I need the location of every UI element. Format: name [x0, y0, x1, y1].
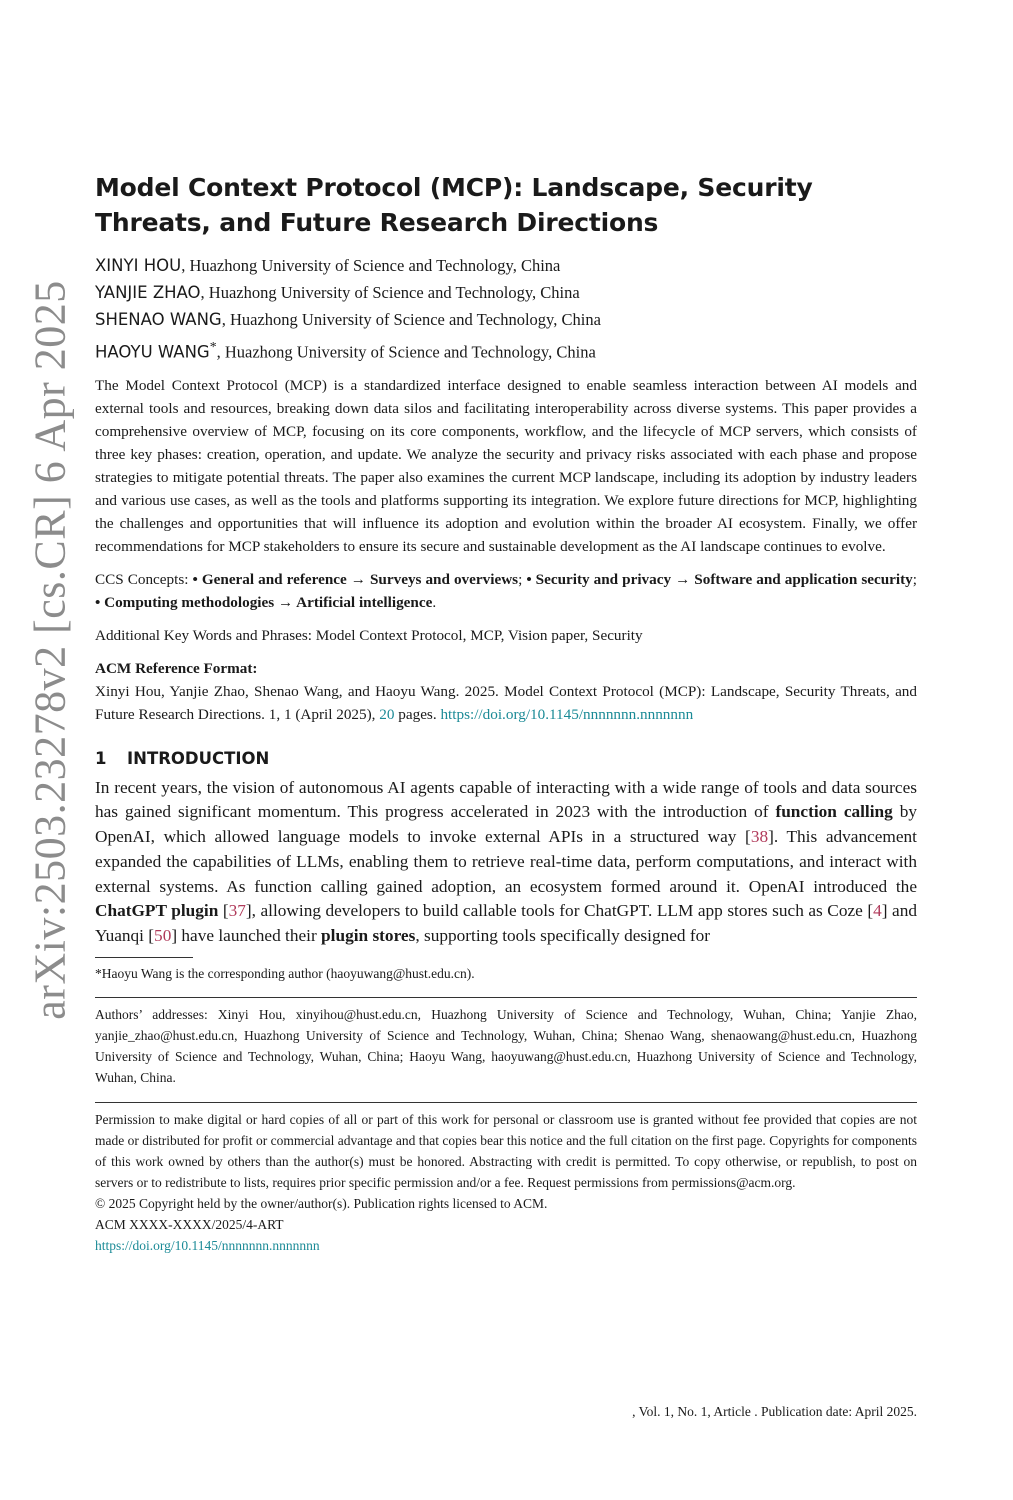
copyright: © 2025 Copyright held by the owner/author(s). Publication rights licensed to ACM.: [95, 1196, 548, 1212]
abstract: The Model Context Protocol (MCP) is a standardized interface designed to enable seamless interaction between AI models and external tools and resources, breaking down data silos and facilitating interoperability across diverse systems. This paper provides a comprehensive overview of MCP, focusing on its core components, workflow, and the lifecycle of MCP servers, which consists of three key phases: creation, operation, and update. We analyze the security and privacy risks associated with each phase and propose strategies to mitigate potential threats. The paper also examines the current MCP landscape, including its adoption by industry leaders and various use cases, as well as the tools and platforms supporting its integration. We explore future directions for MCP, highlighting the challenges and opportunities that will influence its adoption and evolution within the broader AI ecosystem. Finally, we offer recommendations for MCP stakeholders to ensure its secure and sustainable development as the AI landscape continues to evolve.: [95, 376, 917, 555]
term-plugin-stores: plugin stores: [321, 926, 416, 946]
author-entry: YANJIE ZHAO, Huazhong University of Science and Technology, China: [95, 283, 580, 302]
footnote-divider: [95, 957, 193, 958]
arxiv-watermark: arXiv:2503.23278v2 [cs.CR] 6 Apr 2025: [25, 280, 75, 1020]
author-entry: SHENAO WANG, Huazhong University of Science and Technology, China: [95, 310, 601, 329]
acm-reference: [95, 680, 917, 726]
ccs-concept: Computing methodologies: [104, 593, 275, 611]
ccs-label: CCS Concepts:: [95, 570, 189, 588]
author-affiliation: Huazhong University of Science and Technology, China: [208, 283, 580, 302]
ccs-concept: Security and privacy: [535, 570, 672, 588]
author-addresses: Authors’ addresses: Xinyi Hou, xinyihou@hust.edu.cn, Huazhong University of Science and Technology, Wuhan, China; Yanjie Zhao, yanjie_zhao@hust.edu.cn, Huazhong University of Science and Technology, Wuhan, China; Shenao Wang, shenaowang@hust.edu.cn, Huazhong University of Science and Technology, Wuhan, China; Haoyu Wang, haoyuwang@hust.edu.cn, Huazhong University of Science and Technology, Wuhan, China.: [95, 1007, 917, 1086]
citation-link[interactable]: 50: [154, 926, 172, 946]
section-title: INTRODUCTION: [127, 748, 270, 768]
author-entry: XINYI HOU, Huazhong University of Science and Technology, China: [95, 256, 561, 275]
author-entry: HAOYU WANG*, Huazhong University of Science and Technology, China: [95, 339, 596, 362]
introduction-paragraph: In recent years, the vision of autonomous AI agents capable of interacting with a wide range of tools and data sources has gained significant momentum. This progress accelerated in 2023 with the introduction of function calling by OpenAI, which allowed language models to invoke external APIs in a structured way [38]. This advancement expanded the capabilities of LLMs, enabling them to retrieve real-time data, perform computations, and interact with external systems. As function calling gained adoption, an ecosystem formed around it. OpenAI introduced the ChatGPT plugin [37], allowing developers to build callable tools for ChatGPT. LLM app stores such as Coze [4] and Yuanqi [50] have launched their plugin stores, supporting tools specifically designed for: [95, 777, 917, 946]
author-name: XINYI HOU: [95, 256, 182, 275]
citation-link[interactable]: 38: [750, 827, 769, 847]
footnote: *Haoyu Wang is the corresponding author (haoyuwang@hust.edu.cn).: [95, 966, 475, 982]
section-number: 1: [95, 748, 107, 768]
author-affiliation: Huazhong University of Science and Technology, China: [229, 310, 601, 329]
acm-id: ACM XXXX-XXXX/2025/4-ART: [95, 1217, 284, 1233]
divider: [95, 1102, 917, 1103]
ccs-concept: General and reference: [201, 570, 347, 588]
author-list: [95, 252, 917, 366]
author-name: YANJIE ZHAO: [95, 283, 201, 302]
citation-link[interactable]: 37: [228, 901, 246, 921]
citation-link[interactable]: 4: [873, 901, 882, 921]
author-affiliation: Huazhong University of Science and Technology, China: [224, 342, 596, 362]
author-name: HAOYU WANG: [95, 342, 210, 362]
term-chatgpt-plugin: ChatGPT plugin: [95, 901, 219, 921]
ccs-concepts: CCS Concepts: • General and reference → Surveys and overviews; • Security and privacy → Software and application security; • Computing methodologies → Artificial intelligence.: [95, 570, 918, 611]
acm-reference-heading: ACM Reference Format:: [95, 659, 258, 677]
paper-title: Model Context Protocol (MCP): Landscape, Security Threats, and Future Research Directions: [95, 173, 813, 237]
term-function-calling: function calling: [775, 802, 893, 822]
pages-label: pages.: [398, 705, 437, 723]
ccs-concept: Software and application security: [694, 570, 913, 588]
page-footer: , Vol. 1, No. 1, Article . Publication date: April 2025.: [632, 1404, 917, 1419]
ccs-concept: Surveys and overviews: [369, 570, 519, 588]
reference-text: Xinyi Hou, Yanjie Zhao, Shenao Wang, and Haoyu Wang. 2025. Model Context Protocol (MCP): Landscape, Security Threats, and Future Research Directions. 1, 1 (April 2025),: [95, 682, 917, 723]
ccs-concept: Artificial intelligence: [296, 593, 433, 611]
doi-footer-link[interactable]: https://doi.org/10.1145/nnnnnnn.nnnnnnn: [95, 1238, 320, 1254]
author-name: SHENAO WANG: [95, 310, 222, 329]
paper-page: [95, 170, 917, 1256]
section-heading: [95, 748, 917, 770]
corresponding-mark: *: [209, 339, 217, 354]
page-count-link[interactable]: 20: [379, 705, 395, 723]
keywords: Additional Key Words and Phrases: Model Context Protocol, MCP, Vision paper, Security: [95, 626, 643, 644]
author-affiliation: Huazhong University of Science and Technology, China: [189, 256, 561, 275]
permission-notice: Permission to make digital or hard copies of all or part of this work for personal or classroom use is granted without fee provided that copies are not made or distributed for profit or commercial advantage and that copies bear this notice and the full citation on the first page. Copyrights for components of this work owned by others than the author(s) must be honored. Abstracting with credit is permitted. To copy otherwise, or republish, to post on servers or to redistribute to lists, requires prior specific permission and/or a fee. Request permissions from permissions@acm.org.: [95, 1112, 917, 1191]
divider: [95, 997, 917, 998]
doi-link[interactable]: https://doi.org/10.1145/nnnnnnn.nnnnnnn: [440, 705, 694, 723]
